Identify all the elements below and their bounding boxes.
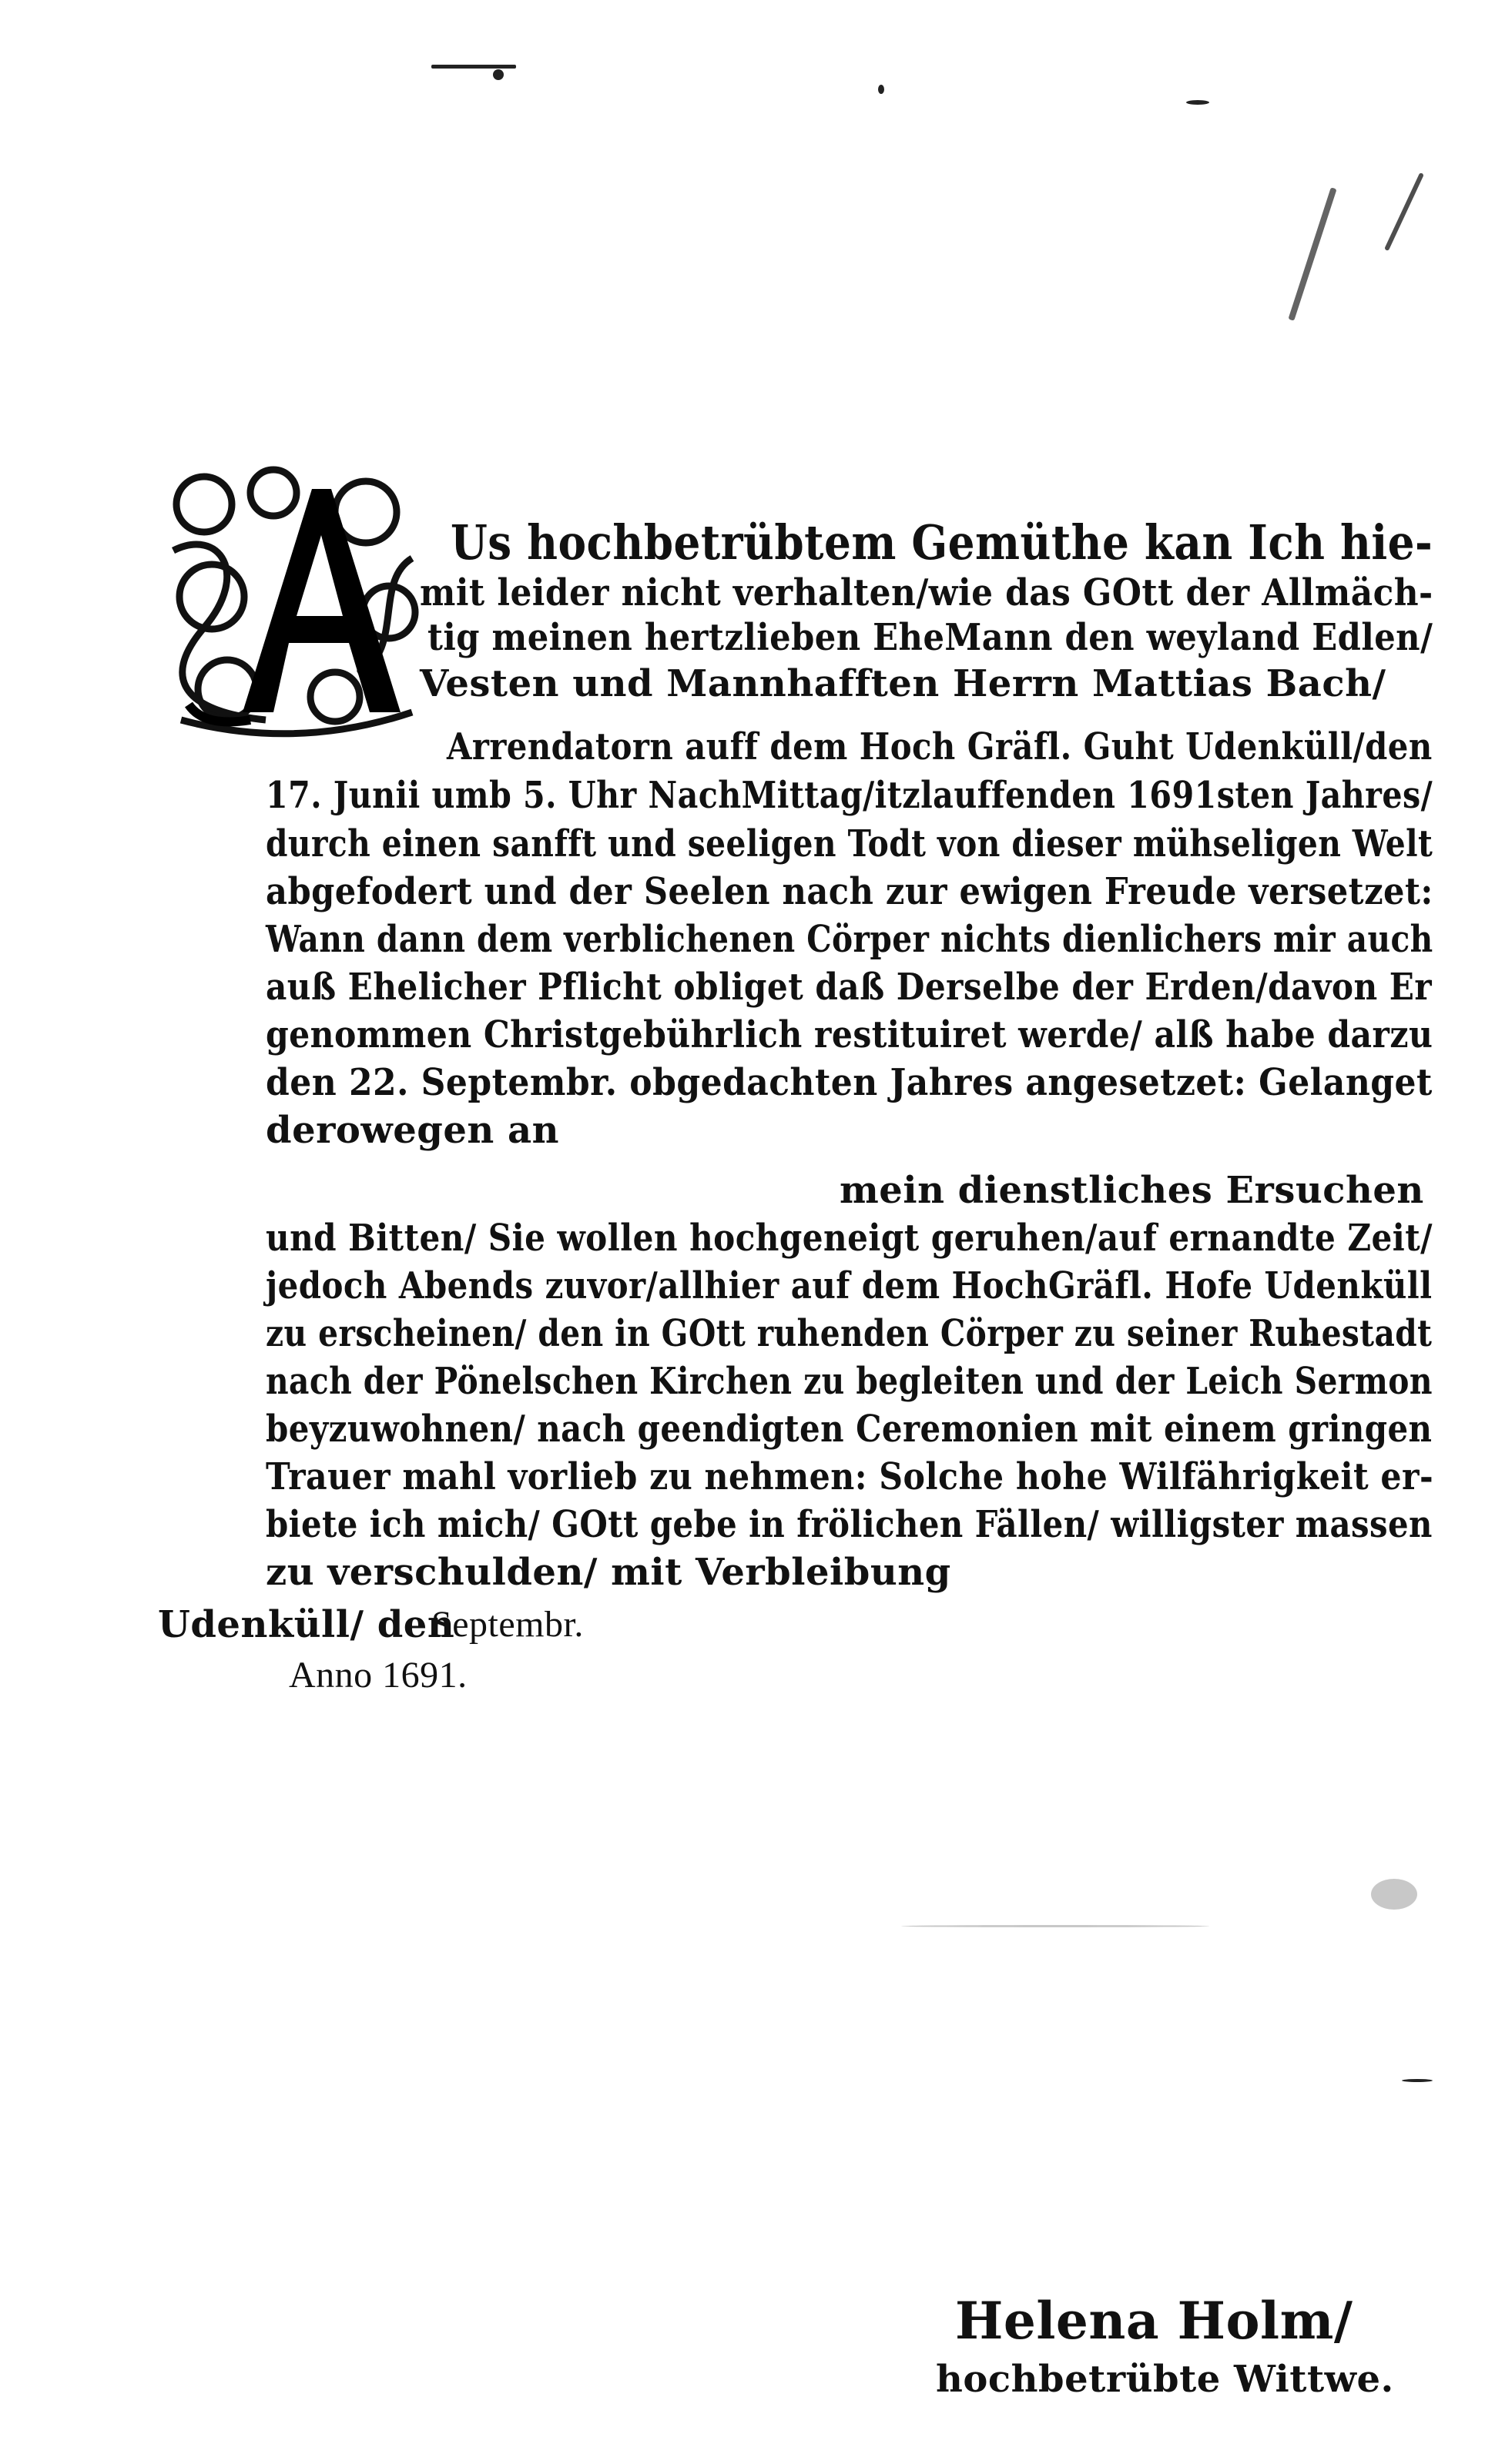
ornamental-initial-icon (158, 458, 431, 743)
dateline-year: Anno 1691. (289, 1655, 468, 1696)
letter-line: zu erscheinen/ den in GOtt ruhenden Cörper zu seiner Ruhestadt (266, 1312, 1433, 1355)
letter-line: 17. Junii umb 5. Uhr NachMittag/itzlauffenden 1691sten Jahres/ (266, 774, 1433, 817)
scan-speck (1186, 100, 1209, 105)
letter-line: durch einen sanfft und seeligen Todt von dieser mühseligen Welt (266, 822, 1433, 865)
scan-speck (1371, 1879, 1417, 1910)
signature-name: Helena Holm/ (955, 2291, 1353, 2351)
letter-line: biete ich mich/ GOtt gebe in frölichen Fällen/ willigster massen (266, 1503, 1433, 1546)
signature-title: hochbetrübte Wittwe. (936, 2358, 1394, 2401)
letter-line: Arrendatorn auff dem Hoch Gräfl. Guht Udenküll/den (447, 725, 1433, 768)
letter-line: genommen Christgebührlich restituiret werde/ alß habe darzu (266, 1013, 1433, 1056)
letter-line: Trauer mahl vorlieb zu nehmen: Solche hohe Wilfährigkeit er- (266, 1455, 1434, 1498)
scan-speck (1288, 187, 1336, 321)
letter-line: auß Ehelicher Pflicht obliget daß Derselbe der Erden/davon Er (266, 966, 1433, 1009)
scan-speck (1384, 172, 1424, 251)
scan-speck (1402, 2079, 1433, 2082)
scan-speck (493, 69, 504, 80)
letter-line: mein dienstliches Ersuchen (840, 1169, 1424, 1212)
decorative-initial (158, 458, 431, 743)
scan-speck (431, 65, 516, 69)
letter-line: Vesten und Mannhafften Herrn Mattias Bach/ (420, 662, 1386, 705)
scan-speck (878, 85, 884, 94)
letter-line: jedoch Abends zuvor/allhier auf dem HochGräfl. Hofe Udenküll (266, 1264, 1433, 1307)
letter-line: Wann dann dem verblichenen Cörper nichts dienlichers mir auch (266, 918, 1433, 961)
letter-line: und Bitten/ Sie wollen hochgeneigt geruhen/auf ernandte Zeit/ (266, 1217, 1433, 1260)
letter-line: tig meinen hertzlieben EheMann den weyland Edlen/ (427, 616, 1433, 659)
letter-line: beyzuwohnen/ nach geendigten Ceremonien mit einem gringen (266, 1408, 1433, 1451)
dateline-month: Septembr. (431, 1604, 584, 1645)
letter-line: Us hochbetrübtem Gemüthe kan Ich hie- (451, 514, 1433, 571)
scan-speck (901, 1925, 1209, 1927)
dateline-place: Udenküll/ den (158, 1603, 455, 1646)
letter-line: nach der Pönelschen Kirchen zu begleiten und der Leich Sermon (266, 1360, 1433, 1403)
letter-line: derowegen an (266, 1109, 559, 1152)
letter-line: abgefodert und der Seelen nach zur ewigen Freude versetzet: (266, 870, 1433, 913)
letter-line: den 22. Septembr. obgedachten Jahres angesetzet: Gelanget (266, 1061, 1433, 1104)
letter-line: zu verschulden/ mit Verbleibung (266, 1551, 951, 1594)
letter-line: mit leider nicht verhalten/wie das GOtt der Allmäch- (420, 571, 1433, 614)
